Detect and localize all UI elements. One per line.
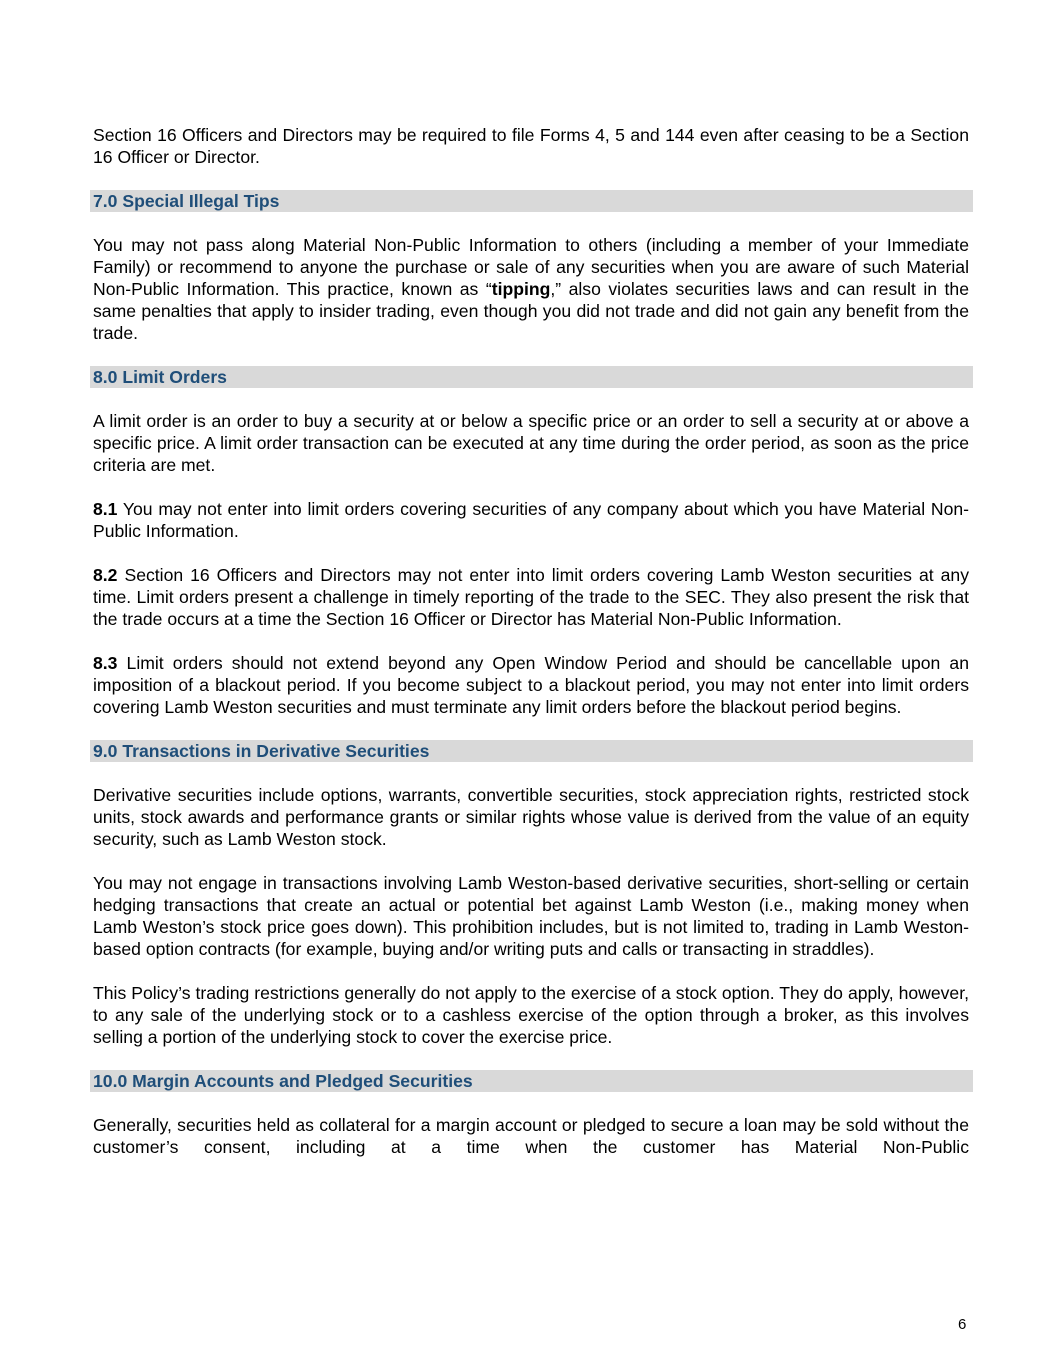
section-heading-7: 7.0 Special Illegal Tips <box>90 190 973 212</box>
tipping-term: tipping <box>491 279 551 299</box>
section-10-paragraph: Generally, securities held as collateral for a margin account or pledged to secure a loan may be sold without the customer’s consent, including at a time when the customer has Material Non-Public <box>93 1115 969 1157</box>
section-7-paragraph: You may not pass along Material Non-Public Information to others (including a member of your Immediate Family) or recommend to anyone the purchase or sale of any securities when you are aware of such Material Non-Public Information. This practice, known as “tipping,” also violates securities laws and can result in the same penalties that apply to insider trading, even though you did not trade and did not gain any benefit from the trade. <box>93 235 969 343</box>
section-heading-8: 8.0 Limit Orders <box>90 366 973 388</box>
intro-paragraph: Section 16 Officers and Directors may be required to file Forms 4, 5 and 144 even after ceasing to be a Section 16 Officer or Director. <box>93 125 969 167</box>
item-number-8-1: 8.1 <box>93 499 118 519</box>
page-number: 6 <box>958 1316 967 1333</box>
section-9-paragraph-3: This Policy’s trading restrictions generally do not apply to the exercise of a stock option. They do apply, however, to any sale of the underlying stock or to a cashless exercise of the option through a broker, as this involves selling a portion of the underlying stock to cover the exercise price. <box>93 983 969 1047</box>
section-8-1-paragraph: 8.1 You may not enter into limit orders covering securities of any company about which you have Material Non-Public Information. <box>93 499 969 541</box>
section-8-intro-paragraph: A limit order is an order to buy a security at or below a specific price or an order to sell a security at or above a specific price. A limit order transaction can be executed at any time during the order period, as soon as the price criteria are met. <box>93 411 969 475</box>
section-8-2-paragraph: 8.2 Section 16 Officers and Directors may not enter into limit orders covering Lamb Weston securities at any time. Limit orders present a challenge in timely reporting of the trade to the SEC. They also present the risk that the trade occurs at a time the Section 16 Officer or Director has Material Non-Public Information. <box>93 565 969 629</box>
section-heading-9: 9.0 Transactions in Derivative Securities <box>90 740 973 762</box>
item-number-8-3: 8.3 <box>93 653 118 673</box>
document-page <box>93 124 969 1158</box>
section-8-3-paragraph: 8.3 Limit orders should not extend beyond any Open Window Period and should be cancellable upon an imposition of a blackout period. If you become subject to a blackout period, you may not enter into limit orders covering Lamb Weston securities and must terminate any limit orders before the blackout period begins. <box>93 653 969 717</box>
section-9-paragraph-2: You may not engage in transactions involving Lamb Weston-based derivative securities, short-selling or certain hedging transactions that create an actual or potential bet against Lamb Weston (i.e., making money when Lamb Weston’s stock price goes down). This prohibition includes, but is not limited to, trading in Lamb Weston-based option contracts (for example, buying and/or writing puts and calls or transacting in straddles). <box>93 873 969 959</box>
item-number-8-2: 8.2 <box>93 565 118 585</box>
section-heading-10: 10.0 Margin Accounts and Pledged Securities <box>90 1070 973 1092</box>
section-9-paragraph-1: Derivative securities include options, warrants, convertible securities, stock appreciation rights, restricted stock units, stock awards and performance grants or similar rights whose value is derived from the value of an equity security, such as Lamb Weston stock. <box>93 785 969 849</box>
